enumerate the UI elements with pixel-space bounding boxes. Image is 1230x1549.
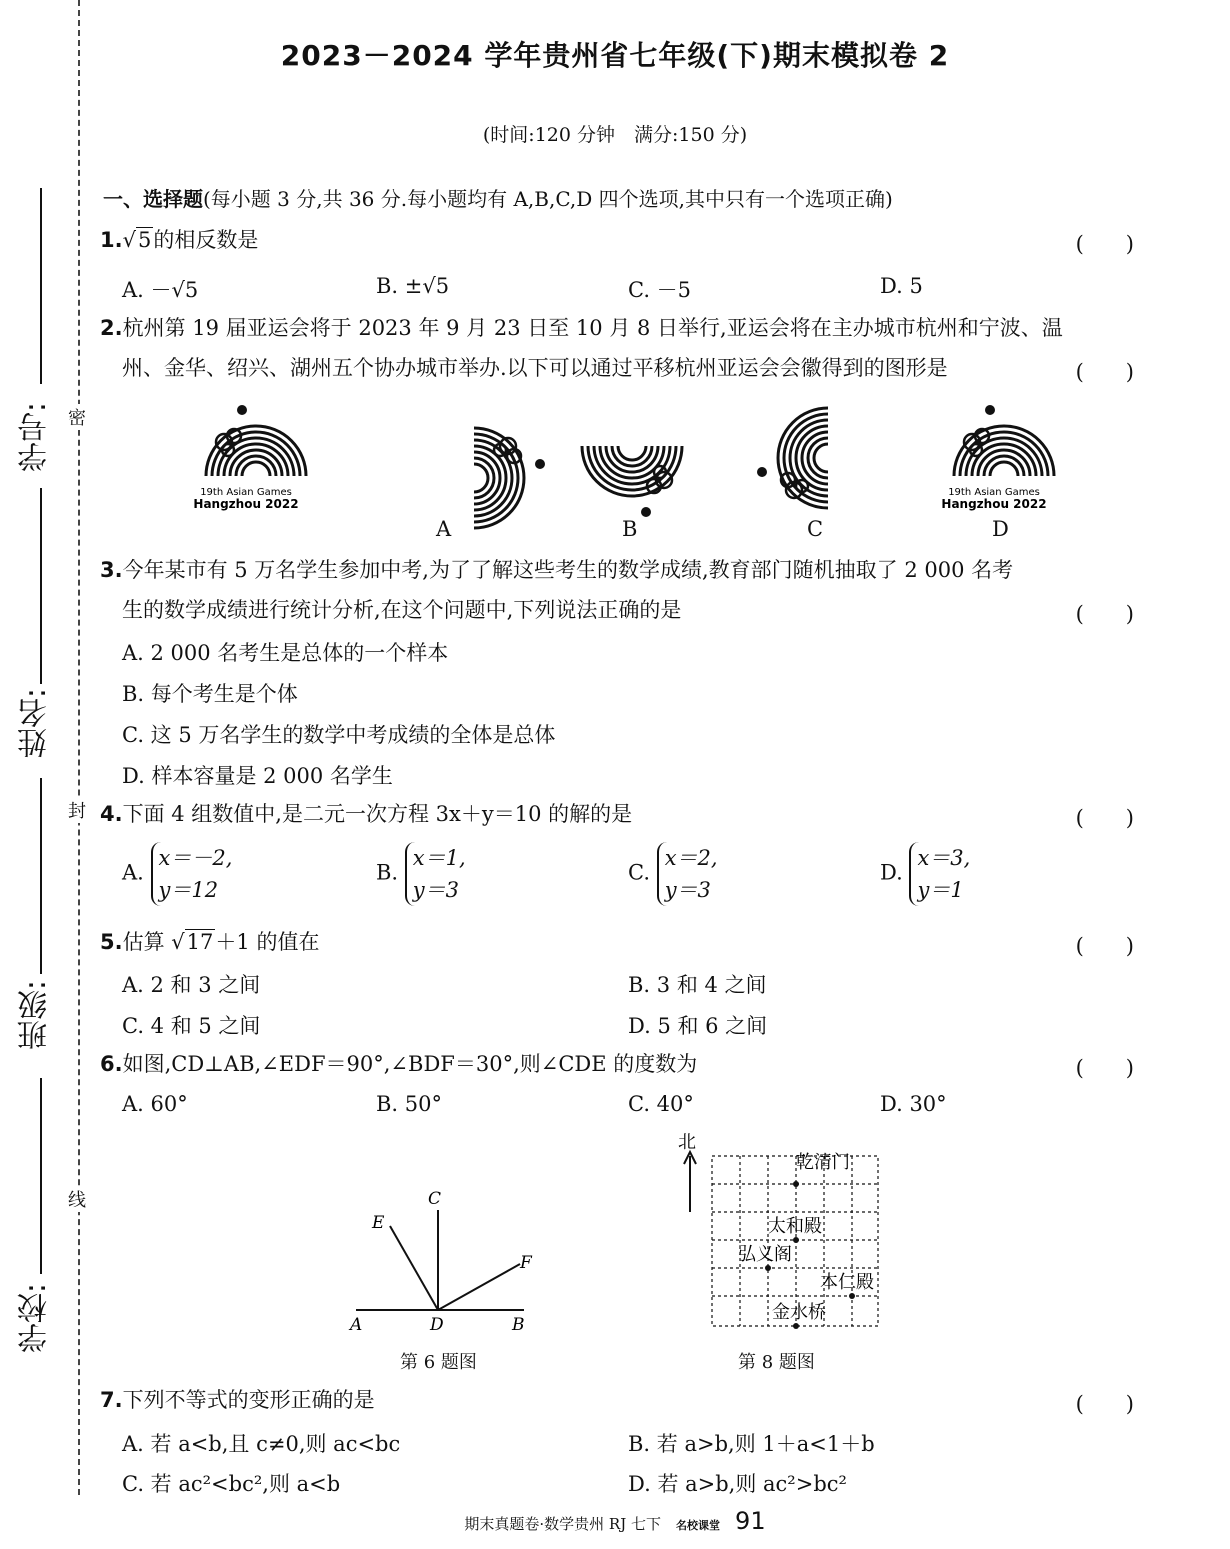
exam-info: (时间:120 分钟 满分:150 分) <box>482 124 748 146</box>
q7-option-b: B. 若 a>b,则 1＋a<1＋b <box>628 1432 875 1456</box>
figure-8-caption: 第 8 题图 <box>738 1352 815 1373</box>
q6-option-b: B. 50° <box>376 1092 443 1116</box>
answer-paren-6[interactable]: ( ) <box>1075 1056 1134 1080</box>
q5-option-d: D. 5 和 6 之间 <box>628 1014 768 1038</box>
place-hongyi-pavilion: 弘义阁 <box>738 1244 792 1265</box>
logo-option-d <box>954 405 1054 476</box>
page-title: 2023－2024 学年贵州省七年级(下)期末模拟卷 2 <box>280 39 950 72</box>
section-heading: 一、选择题(每小题 3 分,共 36 分.每小题均有 A,B,C,D 四个选项,其中只有一个选项正确) <box>103 187 893 211</box>
logo-option-b <box>582 446 682 517</box>
logo-caption-1: 19th Asian Games <box>200 487 292 498</box>
q6-option-c: C. 40° <box>628 1092 694 1116</box>
north-label: 北 <box>678 1132 696 1153</box>
logo-label-a: A <box>436 517 452 541</box>
label-e: E <box>372 1213 385 1233</box>
q6-option-d: D. 30° <box>880 1092 947 1116</box>
original-logo <box>206 405 306 476</box>
q4-option-a: A. x＝－2, y＝12 <box>122 842 232 906</box>
answer-paren-2[interactable]: ( ) <box>1075 360 1134 384</box>
asian-games-logo-figures <box>190 396 1120 544</box>
place-jinshui-bridge: 金水桥 <box>772 1302 826 1323</box>
logo-label-c: C <box>807 517 824 541</box>
class-label: 班级: <box>18 980 53 1051</box>
question-3-line2: 生的数学成绩进行统计分析,在这个问题中,下列说法正确的是 <box>122 598 682 622</box>
q3-option-b: B. 每个考生是个体 <box>122 682 298 706</box>
label-f: F <box>520 1253 532 1273</box>
q1-option-c: C. －5 <box>628 278 692 302</box>
q5-option-c: C. 4 和 5 之间 <box>122 1014 261 1038</box>
logo-option-a <box>474 428 545 528</box>
q4-option-d: D. x＝3, y＝1 <box>880 842 970 906</box>
binding-dashed-line <box>78 0 80 1495</box>
question-5: 5.估算 √17＋1 的值在 <box>100 930 320 954</box>
seal-mark-mi: 密 <box>68 404 86 430</box>
answer-paren-5[interactable]: ( ) <box>1075 934 1134 958</box>
figure-6-caption: 第 6 题图 <box>400 1352 477 1373</box>
q3-option-d: D. 样本容量是 2 000 名学生 <box>122 764 393 788</box>
answer-paren-4[interactable]: ( ) <box>1075 806 1134 830</box>
page-number: 91 <box>735 1507 766 1535</box>
name-rule <box>40 488 42 684</box>
answer-paren-1[interactable]: ( ) <box>1075 232 1134 256</box>
question-4: 4.下面 4 组数值中,是二元一次方程 3x＋y＝10 的解的是 <box>100 802 633 826</box>
question-2-line2: 州、金华、绍兴、湖州五个协办城市举办.以下可以通过平移杭州亚运会会徽得到的图形是 <box>122 356 948 380</box>
logo-option-c <box>757 408 828 508</box>
place-benren-hall: 本仁殿 <box>820 1272 874 1293</box>
name-label: 姓名: <box>18 688 53 759</box>
figure-6-diagram <box>340 1180 540 1340</box>
q4-option-c: C. x＝2, y＝3 <box>628 842 718 906</box>
question-6: 6.如图,CD⊥AB,∠EDF＝90°,∠BDF＝30°,则∠CDE 的度数为 <box>100 1052 698 1076</box>
q1-option-a: A. －√5 <box>122 278 199 302</box>
q7-option-d: D. 若 a>b,则 ac²>bc² <box>628 1472 847 1496</box>
logo-caption-2: Hangzhou 2022 <box>193 497 299 511</box>
answer-paren-7[interactable]: ( ) <box>1075 1392 1134 1416</box>
place-taihe-hall: 太和殿 <box>768 1216 822 1237</box>
q1-option-d: D. 5 <box>880 274 923 298</box>
page-footer: 期末真题卷·数学贵州 RJ 七下 名校课堂 91 <box>464 1507 766 1535</box>
logo-d-caption-2: Hangzhou 2022 <box>941 497 1047 511</box>
question-3: 3.今年某市有 5 万名学生参加中考,为了了解这些考生的数学成绩,教育部门随机抽取了 2 000 名考 <box>100 558 1014 582</box>
label-a: A <box>350 1315 363 1335</box>
class-rule <box>40 778 42 974</box>
student-id-rule <box>40 188 42 384</box>
q1-option-b: B. ±√5 <box>376 274 450 298</box>
seal-mark-feng: 封 <box>68 797 86 823</box>
label-b: B <box>512 1315 525 1335</box>
question-1: 1.√5的相反数是 <box>100 228 259 252</box>
q5-option-a: A. 2 和 3 之间 <box>122 973 261 997</box>
logo-label-b: B <box>622 517 638 541</box>
label-c: C <box>428 1189 442 1209</box>
question-2: 2.杭州第 19 届亚运会将于 2023 年 9 月 23 日至 10 月 8 日举行,亚运会将在主办城市杭州和宁波、温 <box>100 316 1063 340</box>
q3-option-a: A. 2 000 名考生是总体的一个样本 <box>122 641 449 665</box>
q7-option-c: C. 若 ac²<bc²,则 a<b <box>122 1472 341 1496</box>
q5-option-b: B. 3 和 4 之间 <box>628 973 767 997</box>
student-id-label: 学号: <box>18 402 53 473</box>
answer-paren-3[interactable]: ( ) <box>1075 602 1134 626</box>
question-7: 7.下列不等式的变形正确的是 <box>100 1388 375 1412</box>
school-rule <box>40 1078 42 1274</box>
logo-d-caption-1: 19th Asian Games <box>948 487 1040 498</box>
q6-option-a: A. 60° <box>122 1092 188 1116</box>
place-qianqing-gate: 乾清门 <box>796 1152 850 1173</box>
label-d: D <box>430 1315 444 1335</box>
q4-option-b: B. x＝1, y＝3 <box>376 842 466 906</box>
q3-option-c: C. 这 5 万名学生的数学中考成绩的全体是总体 <box>122 723 556 747</box>
figure-8-map <box>670 1130 900 1330</box>
school-label: 学校: <box>18 1283 53 1354</box>
q7-option-a: A. 若 a<b,且 c≠0,则 ac<bc <box>122 1432 401 1456</box>
logo-label-d: D <box>992 517 1009 541</box>
seal-mark-xian: 线 <box>68 1186 86 1212</box>
